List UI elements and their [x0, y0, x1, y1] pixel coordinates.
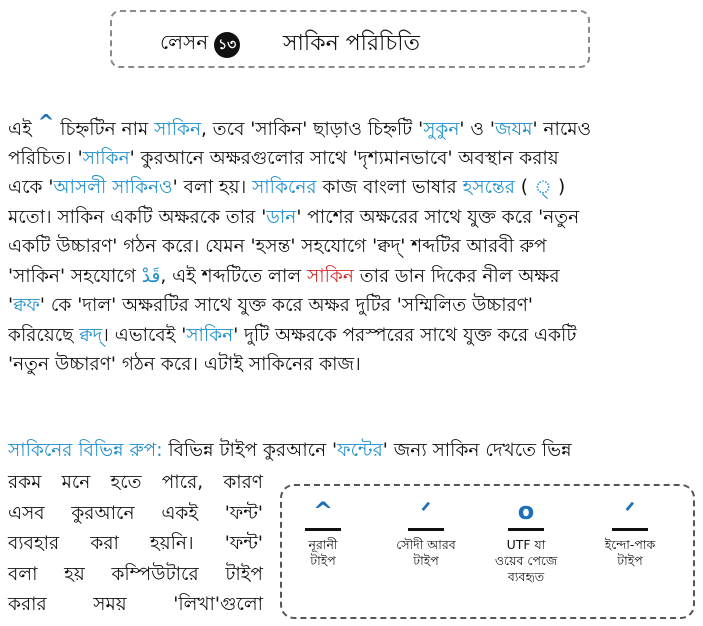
word: হতে — [110, 472, 142, 493]
highlight-term: জযম — [494, 119, 533, 140]
body-line — [8, 499, 263, 530]
letter-baseline — [612, 528, 648, 531]
highlight-term: ডান — [266, 206, 297, 228]
sakin-type-indo-pak — [590, 498, 670, 569]
highlight-term: সাকিন — [186, 324, 234, 346]
type-label: ইন্দো-পাক — [604, 537, 656, 552]
word: কম্পিউটারে — [111, 563, 199, 585]
word: 'লিখা'গুলো — [173, 594, 263, 615]
type-label: ওয়েব পেজে — [494, 553, 558, 568]
paragraph-line — [8, 262, 696, 292]
text: 'নতুন উচ্চারণ' গঠন করে। এটাই সাকিনের কাজ। — [8, 354, 361, 375]
paragraph-line — [8, 350, 696, 380]
type-label: UTF যা — [506, 537, 546, 552]
letter-baseline — [305, 528, 341, 531]
text: ( — [514, 177, 529, 198]
type-label: টাইপ — [413, 553, 439, 568]
letter-baseline — [408, 528, 444, 531]
sakin-symbol-icon: o — [517, 497, 535, 525]
lesson-label — [160, 28, 240, 61]
sakin-type-nurani — [283, 498, 363, 569]
type-label: টাইপ — [617, 553, 643, 568]
text: ' পাশের অক্ষরের সাথে যুক্ত করে 'নতুন — [296, 206, 580, 228]
text: কাজ বাংলা ভাষার — [316, 177, 463, 198]
text: । এভাবেই ' — [102, 324, 187, 346]
word: কুরআনে — [71, 502, 135, 524]
lesson-text: লেসন — [160, 30, 209, 54]
text: ' দুটি অক্ষরকে পরস্পরের সাথে যুক্ত করে একটি — [233, 324, 577, 346]
word: কারণ — [223, 472, 263, 493]
text: ' কে 'দাল' অক্ষরটির সাথে যুক্ত করে অক্ষর দুটির 'সম্মিলিত উচ্চারণ' — [39, 295, 534, 316]
sakin-symbol-icon: ᐟ — [420, 497, 432, 525]
word: করার — [8, 594, 47, 615]
type-label: সৌদী আরব — [396, 537, 456, 552]
highlight-term: ফন্টের — [337, 440, 383, 461]
text: ' ও ' — [459, 119, 495, 140]
word: এসব — [8, 502, 45, 524]
word: পারে, — [161, 472, 204, 493]
hasanta-symbol: ্ — [534, 177, 552, 198]
word: ব্যবহার — [8, 533, 60, 554]
body-line — [8, 529, 263, 560]
text: , এই শব্দটিতে লাল — [160, 265, 307, 287]
body-line — [8, 468, 263, 499]
sakin-type-saudi — [386, 498, 466, 569]
word: বলা — [8, 563, 38, 585]
word: মনে — [61, 472, 91, 493]
text: বিভিন্ন টাইপ কুরআনে ' — [162, 440, 338, 461]
intro-paragraph — [8, 114, 696, 380]
text: 'সাকিন' সহযোগে — [8, 265, 142, 287]
body-line — [8, 560, 263, 591]
section-heading-line — [8, 436, 698, 466]
text: ) — [558, 177, 566, 198]
highlight-term: ক্বদ্ — [79, 324, 103, 346]
text: তার ডান দিকের নীল অক্ষর — [353, 265, 560, 287]
text: করিয়েছে — [8, 324, 80, 346]
paragraph-line — [8, 173, 696, 203]
type-label: ব্যবহৃত — [507, 569, 545, 584]
text: ' কুরআনে অক্ষরগুলোর সাথে 'দৃশ্যমানভাবে' অবস্থান করায় — [129, 147, 559, 169]
section-body — [8, 468, 263, 621]
word: হয়নি। — [150, 533, 194, 554]
highlight-term: সুকুন — [423, 119, 460, 140]
type-label: টাইপ — [310, 553, 336, 568]
text: একটি উচ্চারণ' গঠন করে। যেমন 'হসন্ত' সহযোগে 'ক্বদ্' শব্দটির আরবী রুপ — [8, 236, 547, 257]
paragraph-line — [8, 144, 696, 174]
word: হয় — [64, 563, 85, 585]
type-label: নূরানী — [308, 537, 338, 552]
sakin-caret-icon: ^ — [37, 114, 55, 134]
lesson-number-badge: ১৩ — [214, 32, 240, 58]
highlight-term: হসন্তের — [462, 177, 515, 198]
word: টাইপ — [225, 563, 263, 585]
word: সময় — [93, 594, 127, 615]
word: 'ফন্ট' — [224, 533, 263, 554]
paragraph-line — [8, 321, 696, 351]
text: মতো। সাকিন একটি অক্ষরকে তার ' — [8, 206, 267, 228]
highlight-term: সাকিন — [307, 265, 354, 287]
section-heading: সাকিনের বিভিন্ন রুপ: — [8, 440, 163, 461]
highlight-term: সাকিনের — [252, 177, 317, 198]
word: রকম — [8, 472, 42, 493]
text: ' বলা হয়। — [172, 177, 253, 198]
highlight-term: আসলী সাকিনও — [53, 177, 173, 198]
paragraph-line — [8, 114, 696, 144]
paragraph-line — [8, 291, 696, 321]
text: এই — [8, 119, 38, 140]
body-line — [8, 590, 263, 621]
word: 'ফন্ট' — [224, 502, 263, 524]
text: একে ' — [8, 177, 54, 198]
sakin-type-utf — [486, 498, 566, 585]
text: ' — [8, 295, 14, 316]
paragraph-line — [8, 203, 696, 233]
word: একই — [161, 502, 198, 524]
text: , তবে 'সাকিন' ছাড়াও চিহ্নটি ' — [201, 119, 424, 140]
text: পরিচিত। ' — [8, 147, 83, 169]
sakin-symbol-icon: ^ — [312, 497, 334, 525]
page-title: সাকিন পরিচিতি — [283, 31, 421, 56]
highlight-term: ক্বফ — [13, 295, 40, 316]
highlight-term: সাকিন — [154, 119, 201, 140]
word: করা — [90, 533, 119, 554]
text: ' জন্য সাকিন দেখতে ভিন্ন — [382, 440, 572, 461]
sakin-symbol-icon: ᐟ — [624, 497, 636, 525]
arabic-word: قَدْ — [141, 265, 161, 287]
paragraph-line — [8, 232, 696, 262]
highlight-term: সাকিন — [82, 147, 130, 169]
text: ' নামেও — [532, 119, 592, 140]
text: চিহ্নটিন নাম — [54, 119, 155, 140]
letter-baseline — [508, 528, 544, 531]
